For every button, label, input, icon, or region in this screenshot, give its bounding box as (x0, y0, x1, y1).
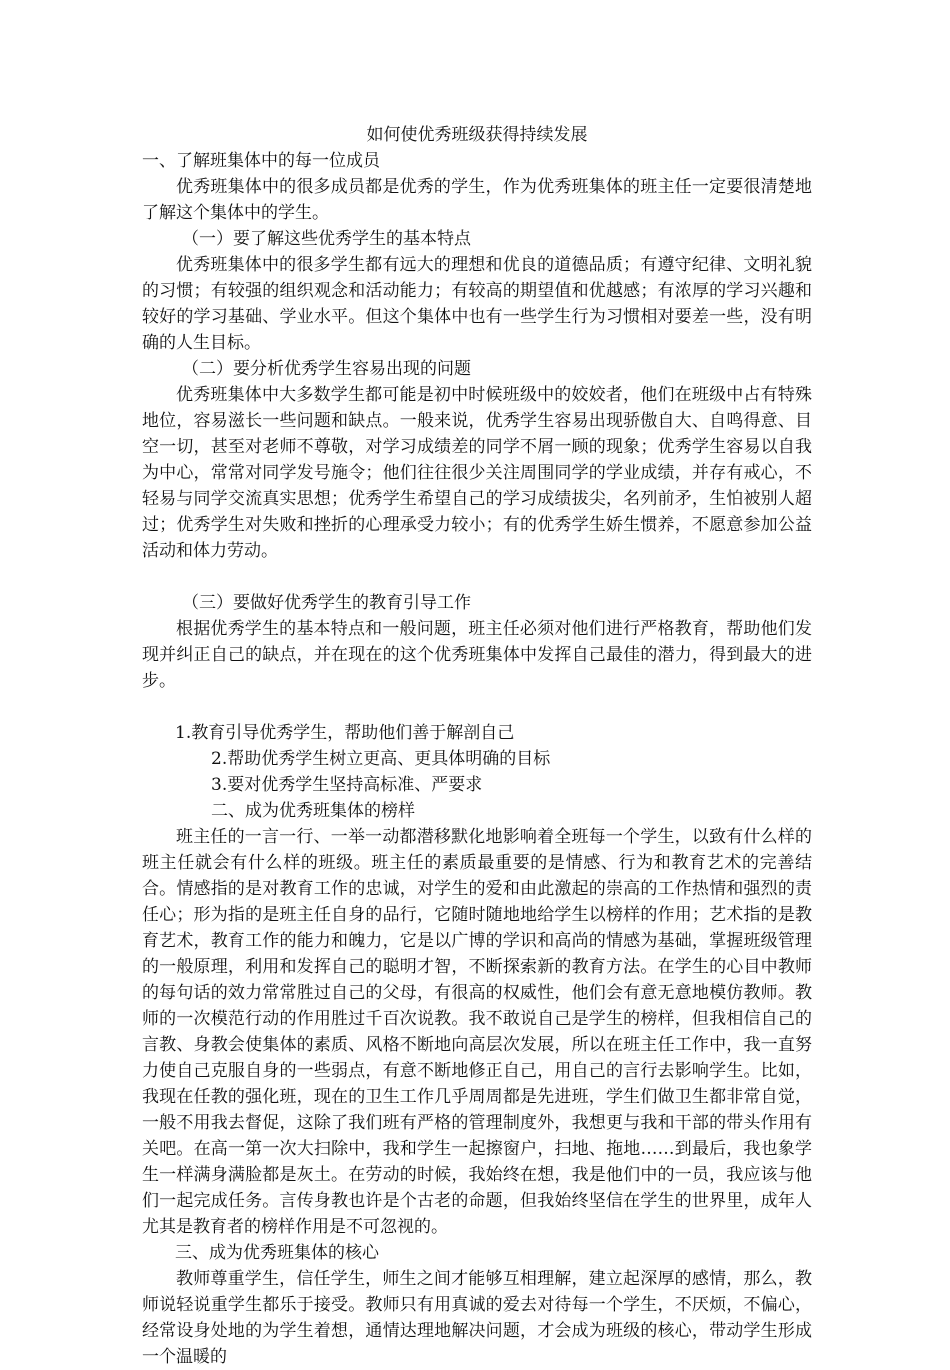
section3-heading: 三、成为优秀班集体的核心 (175, 1243, 379, 1263)
subsection3-paragraph: 根据优秀学生的基本特点和一般问题，班主任必须对他们进行严格教育，帮助他们发现并纠正自己的缺点，并在现在的这个优秀班集体中发挥自己最佳的潜力，得到最大的进步。 (142, 619, 812, 691)
subsection2-paragraph: 优秀班集体中大多数学生都可能是初中时候班级中的姣姣者，他们在班级中占有特殊地位，容易滋长一些问题和缺点。一般来说，优秀学生容易出现骄傲自大、自鸣得意、目空一切，甚至对老师不尊敬，对学习成绩差的同学不屑一顾的现象；优秀学生容易以自我为中心，常常对同学发号施令；他们往往很少关注周围同学的学业成绩，并存有戒心，不轻易与同学交流真实思想；优秀学生希望自己的学习成绩拔尖，名列前矛，生怕被别人超过；优秀学生对失败和挫折的心理承受力较小；有的优秀学生娇生惯养，不愿意参加公益活动和体力劳动。 (142, 385, 812, 561)
subsection3-heading: （三）要做好优秀学生的教育引导工作 (182, 593, 471, 613)
list-item-2: 2.帮助优秀学生树立更高、更具体明确的目标 (211, 749, 551, 769)
section1-paragraph: 优秀班集体中的很多成员都是优秀的学生，作为优秀班集体的班主任一定要很清楚地了解这个集体中的学生。 (142, 177, 812, 223)
blank-line (142, 564, 812, 590)
blank-line (142, 694, 812, 720)
list-item-3: 3.要对优秀学生坚持高标准、严要求 (211, 775, 483, 795)
section2-heading: 二、成为优秀班集体的榜样 (211, 801, 415, 821)
subsection2-heading: （二）要分析优秀学生容易出现的问题 (182, 359, 471, 379)
subsection1-paragraph: 优秀班集体中的很多学生都有远大的理想和优良的道德品质；有遵守纪律、文明礼貌的习惯；有较强的组织观念和活动能力；有较高的期望值和优越感；有浓厚的学习兴趣和较好的学习基础、学业水平。但这个集体中也有一些学生行为习惯相对要差一些，没有明确的人生目标。 (142, 255, 812, 353)
section1-heading: 一、了解班集体中的每一位成员 (142, 151, 380, 171)
list-item-1: 1.教育引导优秀学生，帮助他们善于解剖自己 (175, 723, 515, 743)
section3-paragraph: 教师尊重学生，信任学生，师生之间才能够互相理解，建立起深厚的感情，那么，教师说轻说重学生都乐于接受。教师只有用真诚的爱去对待每一个学生，不厌烦，不偏心，经常设身处地的为学生着想，通情达理地解决问题，才会成为班级的核心，带动学生形成一个温暖的 (142, 1269, 812, 1367)
subsection1-heading: （一）要了解这些优秀学生的基本特点 (182, 229, 471, 249)
document-title: 如何使优秀班级获得持续发展 (366, 125, 588, 145)
section2-paragraph: 班主任的一言一行、一举一动都潜移默化地影响着全班每一个学生，以致有什么样的班主任就会有什么样的班级。班主任的素质最重要的是情感、行为和教育艺术的完善结合。情感指的是对教育工作的忠诚，对学生的爱和由此激起的崇高的工作热情和强烈的责任心；形为指的是班主任自身的品行，它随时随地地给学生以榜样的作用；艺术指的是教育艺术，教育工作的能力和魄力，它是以广博的学识和高尚的情感为基础，掌握班级管理的一般原理，利用和发挥自己的聪明才智，不断探索新的教育方法。在学生的心目中教师的每句话的效力常常胜过自己的父母，有很高的权威性，他们会有意无意地模仿教师。教师的一次模范行动的作用胜过千百次说教。我不敢说自己是学生的榜样，但我相信自己的言教、身教会使集体的素质、风格不断地向高层次发展，所以在班主任工作中，我一直努力使自己克服自身的一些弱点，有意不断地修正自己，用自己的言行去影响学生。比如，我现在任教的强化班，现在的卫生工作几乎周周都是先进班，学生们做卫生都非常自觉，一般不用我去督促，这除了我们班有严格的管理制度外，我想更与我和干部的带头作用有关吧。在高一第一次大扫除中，我和学生一起擦窗户，扫地、拖地……到最后，我也象学生一样满身满脸都是灰土。在劳动的时候，我始终在想，我是他们中的一员，我应该与他们一起完成任务。言传身教也许是个古老的命题，但我始终坚信在学生的世界里，成年人尤其是教育者的榜样作用是不可忽视的。 (142, 827, 812, 1237)
document-body (142, 122, 812, 1370)
